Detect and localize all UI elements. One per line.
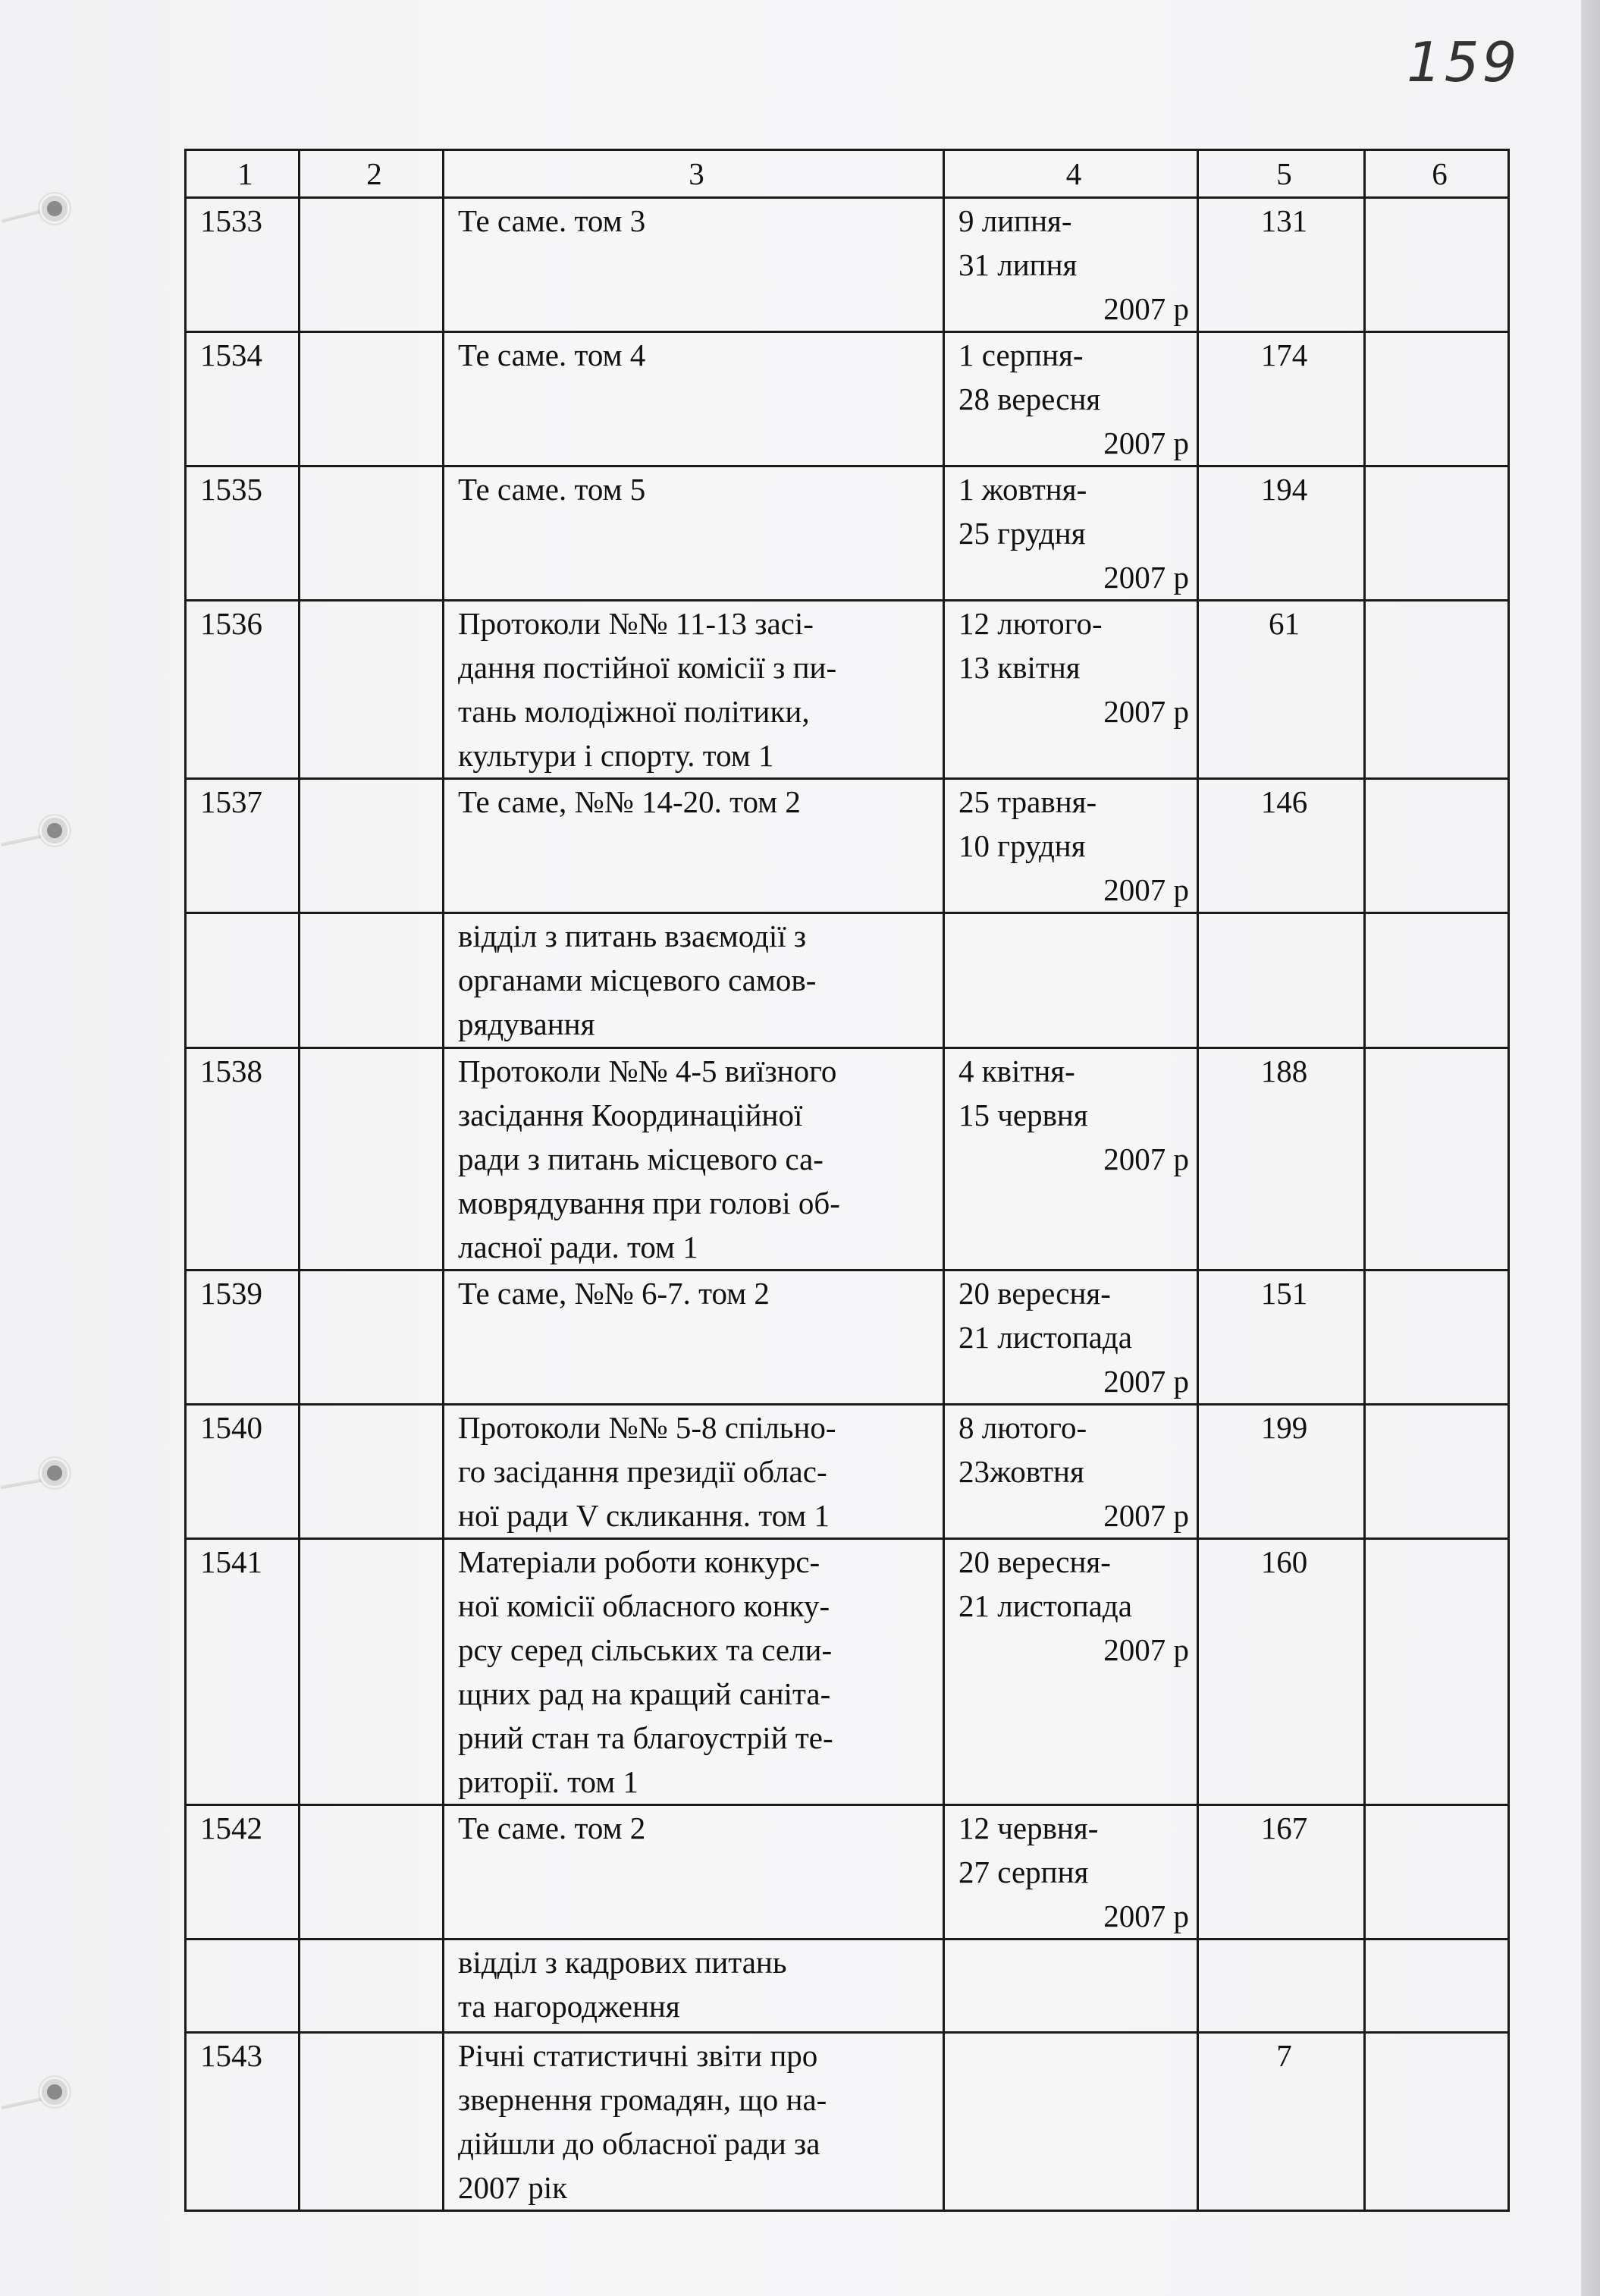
sheets-cell: 146 — [1198, 779, 1365, 913]
dates-cell — [944, 198, 1198, 332]
dates-cell — [944, 601, 1198, 779]
date-line: 10 грудня — [958, 828, 1086, 863]
date-year: 2007 р — [1103, 1364, 1189, 1399]
date-line: 23жовтня — [958, 1454, 1084, 1489]
dates-cell — [944, 1805, 1198, 1940]
item-number-cell: 1539 — [186, 1270, 300, 1405]
item-title-cell: Те саме. том 3 — [444, 198, 944, 332]
sheets-cell — [1198, 913, 1365, 1048]
dates-cell — [944, 1940, 1198, 2033]
item-number-cell: 1533 — [186, 198, 300, 332]
date-year: 2007 р — [1103, 1142, 1189, 1176]
notes-cell — [1365, 1805, 1509, 1940]
date-year: 2007 р — [1103, 426, 1189, 460]
empty-cell — [300, 1270, 444, 1405]
date-line: 25 травня- — [958, 784, 1097, 819]
item-title-cell: Те саме, №№ 6-7. том 2 — [444, 1270, 944, 1405]
notes-cell — [1365, 1539, 1509, 1805]
notes-cell — [1365, 1405, 1509, 1539]
date-year: 2007 р — [1103, 694, 1189, 729]
notes-cell — [1365, 198, 1509, 332]
item-title-cell: Матеріали роботи конкурс- ної комісії обласного конку- рсу серед сільських та сели- щних рад на кращий саніта- рний стан та благоустрій те- риторії. том 1 — [444, 1539, 944, 1805]
item-title-cell: Річні статистичні звіти про звернення громадян, що на- дійшли до обласної ради за 2007 рік — [444, 2033, 944, 2211]
date-line: 12 лютого- — [958, 606, 1103, 641]
sheets-cell: 194 — [1198, 466, 1365, 601]
date-year: 2007 р — [1103, 1632, 1189, 1667]
date-line: 25 грудня — [958, 516, 1086, 551]
notes-cell — [1365, 332, 1509, 466]
item-number-cell: 1543 — [186, 2033, 300, 2211]
date-line: 1 серпня- — [958, 338, 1084, 372]
section-row — [186, 1940, 1509, 2033]
sheets-cell: 174 — [1198, 332, 1365, 466]
sheets-cell: 160 — [1198, 1539, 1365, 1805]
empty-cell — [300, 1048, 444, 1270]
sheets-cell: 7 — [1198, 2033, 1365, 2211]
empty-cell — [300, 332, 444, 466]
table-row — [186, 1539, 1509, 1805]
item-number-cell: 1538 — [186, 1048, 300, 1270]
date-line: 31 липня — [958, 247, 1078, 282]
notes-cell — [1365, 1048, 1509, 1270]
table-row — [186, 601, 1509, 779]
date-line: 15 червня — [958, 1098, 1088, 1132]
sheets-cell — [1198, 1940, 1365, 2033]
date-line: 12 червня- — [958, 1811, 1099, 1845]
item-number-cell: 1537 — [186, 779, 300, 913]
column-header: 5 — [1198, 150, 1365, 198]
table-row — [186, 332, 1509, 466]
date-line: 20 вересня- — [958, 1544, 1111, 1579]
table-row — [186, 779, 1509, 913]
item-title-cell: Протоколи №№ 4-5 виїзного засідання Координаційної ради з питань місцевого са- моврядування при голові об- ласної ради. том 1 — [444, 1048, 944, 1270]
date-year: 2007 р — [1103, 1498, 1189, 1533]
item-number-cell: 1541 — [186, 1539, 300, 1805]
binder-hole — [39, 1458, 70, 1488]
dates-cell — [944, 332, 1198, 466]
table-row — [186, 1405, 1509, 1539]
dates-cell — [944, 1048, 1198, 1270]
dates-cell — [944, 1270, 1198, 1405]
table-row — [186, 2033, 1509, 2211]
item-title-cell: Те саме. том 2 — [444, 1805, 944, 1940]
empty-cell — [300, 913, 444, 1048]
page-edge — [1581, 0, 1600, 2296]
column-header: 4 — [944, 150, 1198, 198]
sheets-cell: 188 — [1198, 1048, 1365, 1270]
sheets-cell: 131 — [1198, 198, 1365, 332]
sheets-cell: 167 — [1198, 1805, 1365, 1940]
dates-cell — [944, 913, 1198, 1048]
dates-cell — [944, 779, 1198, 913]
notes-cell — [1365, 1940, 1509, 2033]
date-year: 2007 р — [1103, 872, 1189, 907]
dates-cell — [944, 466, 1198, 601]
date-line: 21 листопада — [958, 1320, 1132, 1355]
item-title-cell: Те саме, №№ 14-20. том 2 — [444, 779, 944, 913]
sheets-cell: 199 — [1198, 1405, 1365, 1539]
item-title-cell: Протоколи №№ 11-13 засі- дання постійної комісії з пи- тань молодіжної політики, культури і спорту. том 1 — [444, 601, 944, 779]
section-row — [186, 913, 1509, 1048]
item-number-cell — [186, 1940, 300, 2033]
notes-cell — [1365, 2033, 1509, 2211]
binder-hole — [39, 193, 70, 224]
empty-cell — [300, 198, 444, 332]
inventory-table — [184, 149, 1510, 2212]
notes-cell — [1365, 779, 1509, 913]
date-line: 21 листопада — [958, 1588, 1132, 1623]
notes-cell — [1365, 601, 1509, 779]
section-heading: відділ з кадрових питань та нагородження — [444, 1940, 944, 2033]
table-header-row — [186, 150, 1509, 198]
empty-cell — [300, 2033, 444, 2211]
date-line: 27 серпня — [958, 1855, 1089, 1889]
date-line: 20 вересня- — [958, 1276, 1111, 1311]
empty-cell — [300, 1940, 444, 2033]
sheets-cell: 151 — [1198, 1270, 1365, 1405]
item-title-cell: Те саме. том 4 — [444, 332, 944, 466]
table-row — [186, 1805, 1509, 1940]
notes-cell — [1365, 1270, 1509, 1405]
date-line: 1 жовтня- — [958, 472, 1087, 507]
binder-hole — [39, 2077, 70, 2107]
column-header: 1 — [186, 150, 300, 198]
empty-cell — [300, 466, 444, 601]
dates-cell — [944, 1405, 1198, 1539]
notes-cell — [1365, 466, 1509, 601]
date-year: 2007 р — [1103, 560, 1189, 595]
item-number-cell: 1536 — [186, 601, 300, 779]
empty-cell — [300, 779, 444, 913]
date-line: 8 лютого- — [958, 1410, 1087, 1445]
date-line: 13 квітня — [958, 650, 1081, 685]
item-title-cell: Протоколи №№ 5-8 спільно- го засідання президії облас- ної ради V скликання. том 1 — [444, 1405, 944, 1539]
table-row — [186, 466, 1509, 601]
notes-cell — [1365, 913, 1509, 1048]
section-heading: відділ з питань взаємодії з органами місцевого самов- рядування — [444, 913, 944, 1048]
empty-cell — [300, 1405, 444, 1539]
item-number-cell: 1540 — [186, 1405, 300, 1539]
date-year: 2007 р — [1103, 291, 1189, 326]
table-row — [186, 1048, 1509, 1270]
column-header: 6 — [1365, 150, 1509, 198]
column-header: 3 — [444, 150, 944, 198]
table-row — [186, 198, 1509, 332]
sheets-cell: 61 — [1198, 601, 1365, 779]
item-number-cell — [186, 913, 300, 1048]
date-line: 4 квітня- — [958, 1054, 1075, 1088]
item-number-cell: 1535 — [186, 466, 300, 601]
date-line: 9 липня- — [958, 203, 1072, 238]
empty-cell — [300, 1539, 444, 1805]
empty-cell — [300, 601, 444, 779]
table-row — [186, 1270, 1509, 1405]
binder-hole — [39, 815, 70, 846]
dates-cell — [944, 2033, 1198, 2211]
dates-cell — [944, 1539, 1198, 1805]
date-line: 28 вересня — [958, 382, 1101, 416]
empty-cell — [300, 1805, 444, 1940]
item-number-cell: 1542 — [186, 1805, 300, 1940]
page-number: 159 — [1407, 30, 1520, 94]
date-year: 2007 р — [1103, 1899, 1189, 1933]
column-header: 2 — [300, 150, 444, 198]
item-title-cell: Те саме. том 5 — [444, 466, 944, 601]
item-number-cell: 1534 — [186, 332, 300, 466]
